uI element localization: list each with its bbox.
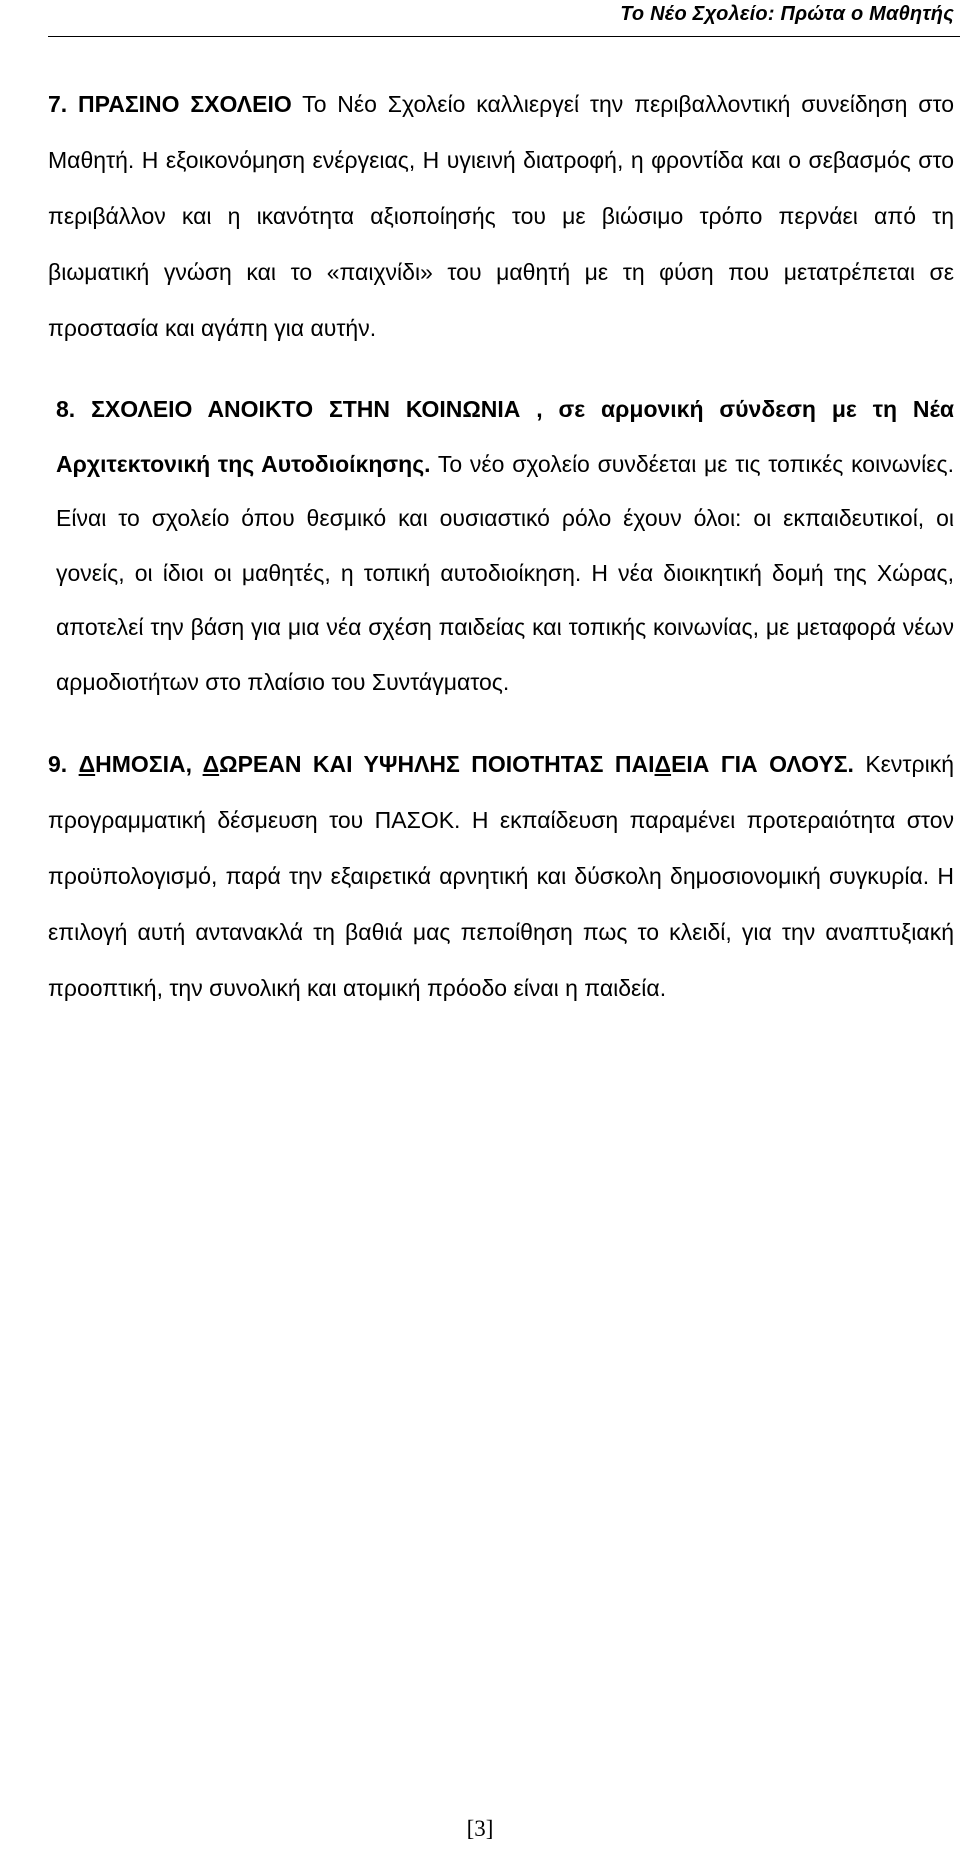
section-8: [48, 382, 954, 710]
section-8-heading: ΣΧΟΛΕΙΟ ΑΝΟΙΚΤΟ ΣΤΗΝ ΚΟΙΝΩΝΙΑ , σε αρμονική σύνδεση με τη Νέα Αρχιτεκτονική της Αυτοδιοίκησης.: [56, 396, 955, 477]
section-7-body: Το Νέο Σχολείο καλλιεργεί την περιβαλλοντική συνείδηση στο Μαθητή. Η εξοικονόμηση ενέργειας, Η υγιεινή διατροφή, η φροντίδα και ο σεβασμός στο περιβάλλον και η ικανότητα αξιοποίησής του με βιώσιμο τρόπο περνάει από τη βιωματική γνώση και το «παιχνίδι» του μαθητή με τη φύση που μετατρέπεται σε προστασία και αγάπη για αυτήν.: [48, 91, 954, 341]
section-9-heading-part: Δ: [202, 750, 220, 777]
page-number: [3]: [466, 1816, 494, 1841]
section-9-heading-part: Δ: [78, 750, 96, 777]
section-7: [48, 76, 954, 356]
document-body: [48, 76, 954, 1016]
section-8-number: 8.: [56, 396, 76, 422]
section-9-heading-part: ΗΜΟΣΙΑ,: [95, 750, 203, 777]
section-7-number: 7.: [48, 91, 68, 117]
section-9-heading-part: ΕΙΑ ΓΙΑ ΟΛΟΥΣ.: [671, 750, 854, 777]
section-9-body: Κεντρική προγραμματική δέσμευση του ΠΑΣΟΚ. Η εκπαίδευση παραμένει προτεραιότητα στον προϋπολογισμό, παρά την εξαιρετικά αρνητική και δύσκολη δημοσιονομική συγκυρία. Η επιλογή αυτή αντανακλά τη βαθιά μας πεποίθηση πως το κλειδί, για την αναπτυξιακή προοπτική, την συνολική και ατομική πρόοδο είναι η παιδεία.: [48, 750, 954, 1001]
section-9-number: 9.: [48, 750, 68, 777]
section-9-heading-part: Δ: [654, 750, 672, 777]
header-rule: [48, 36, 960, 37]
section-9-heading-part: ΩΡΕΑΝ ΚΑΙ ΥΨΗΛΗΣ ΠΟΙΟΤΗΤΑΣ ΠΑΙ: [219, 750, 655, 777]
section-8-body: Το νέο σχολείο συνδέεται με τις τοπικές κοινωνίες. Είναι το σχολείο όπου θεσμικό και ουσιαστικό ρόλο έχουν όλοι: οι εκπαιδευτικοί, οι γονείς, οι ίδιοι οι μαθητές, η τοπική αυτοδιοίκηση. Η νέα διοικητική δομή της Χώρας, αποτελεί την βάση για μια νέα σχέση παιδείας και τοπικής κοινωνίας, με μεταφορά νέων αρμοδιοτήτων στο πλαίσιο του Συντάγματος.: [56, 450, 954, 695]
section-7-heading: ΠΡΑΣΙΝΟ ΣΧΟΛΕΙΟ: [78, 91, 292, 117]
section-9-heading: [79, 751, 854, 777]
section-9: [48, 736, 954, 1016]
running-header: Το Νέο Σχολείο: Πρώτα ο Μαθητής: [620, 3, 954, 25]
